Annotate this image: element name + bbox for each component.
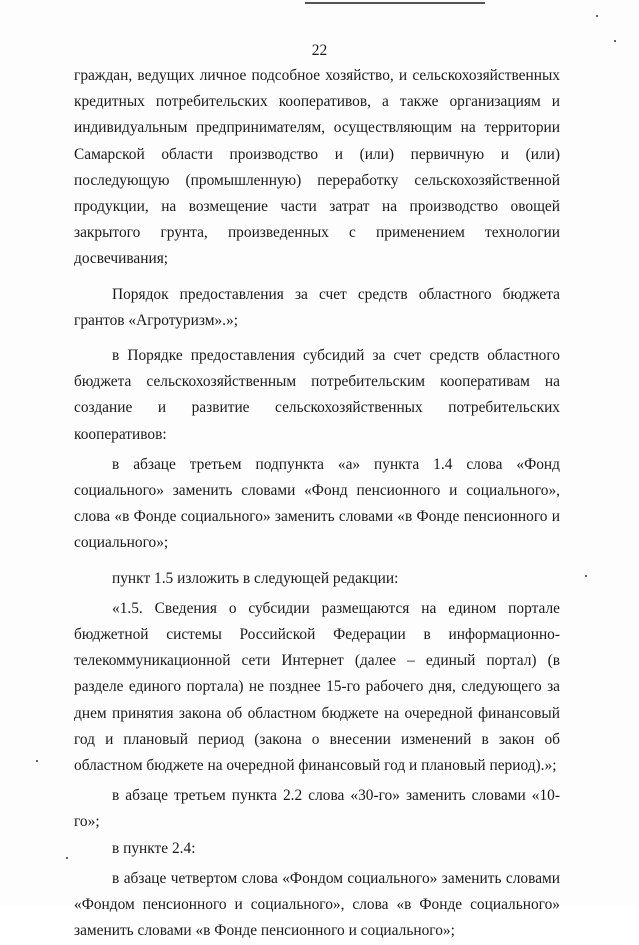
- scan-speck: [585, 575, 587, 577]
- scan-speck: [596, 15, 598, 17]
- paragraph-item-2-4-text: в абзаце четвертом слова «Фондом социального» заменить словами «Фондом пенсионного и социального», слова «в Фонде социального» заменить словами «в Фонде пенсионного и социального»;: [74, 869, 560, 940]
- paragraph-item-1-5-text: «1.5. Сведения о субсидии размещаются на едином портале бюджетной системы Российской Федерации в информационно-телекоммуникационной сети Интернет (далее – единый портал) (в разделе единого портала) не позднее 15-го рабочего дня, следующего за днем принятия закона об областном бюджете на очередной финансовый год и плановый период (закона о внесении изменений в закон об областном бюджете на очередной финансовый год и плановый период).»;: [74, 599, 560, 775]
- scan-speck: [36, 760, 38, 762]
- paragraph-continuation: граждан, ведущих личное подсобное хозяйство, и сельскохозяйственных кредитных потребительских кооперативов, а также организациям и индивидуальным предпринимателям, осуществляющим на территории Самарской области производство и (или) первичную и (или) последующую (промышленную) переработку сельскохозяйственной продукции, на возмещение части затрат на производство овощей закрытого грунта, произведенных с применением технологии досвечивания;: [74, 67, 560, 268]
- scan-speck: [66, 857, 68, 859]
- document-body: [74, 63, 560, 945]
- paragraph-cooperatives-procedure: в Порядке предоставления субсидий за счет средств областного бюджета сельскохозяйственным потребительским кооперативам на создание и развитие сельскохозяйственных потребительских кооперативов:: [74, 347, 560, 443]
- paragraph-item-2-2: в абзаце третьем пункта 2.2 слова «30-го» заменить словами «10-го»;: [74, 787, 560, 831]
- paragraph-item-1-4: в абзаце третьем подпункта «а» пункта 1.4 слова «Фонд социального» заменить словами «Фонд пенсионного и социального», слова «в Фонде социального» заменить словами «в Фонде пенсионного и социального»;: [74, 455, 560, 552]
- paragraph-item-1-5-intro: пункт 1.5 изложить в следующей редакции:: [112, 569, 399, 587]
- paragraph-item-2-4-intro: в пункте 2.4:: [112, 839, 196, 857]
- paragraph-agrotourism-grants: Порядок предоставления за счет средств областного бюджета грантов «Агротуризм».»;: [74, 285, 560, 329]
- top-edge-line: [305, 2, 485, 4]
- page-number: 22: [311, 42, 328, 59]
- scan-speck: [614, 40, 616, 42]
